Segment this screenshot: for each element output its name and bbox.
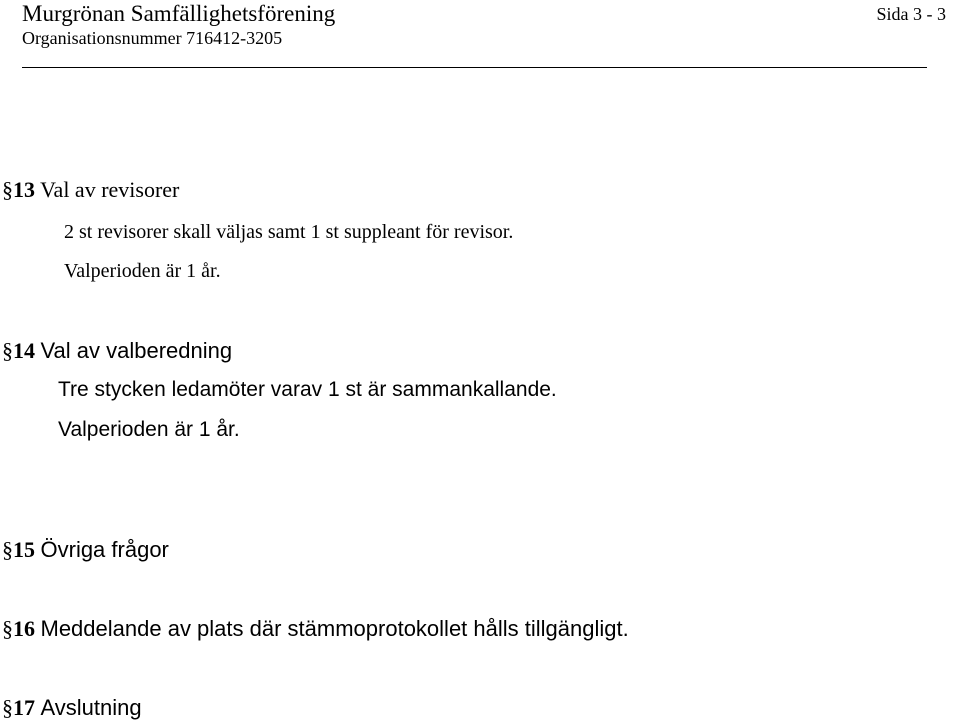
section-symbol: § xyxy=(2,537,13,562)
section-13-line-1: 2 st revisorer skall väljas samt 1 st suppleant för revisor. xyxy=(64,221,514,243)
section-number: 13 xyxy=(13,177,35,202)
section-13-line-2: Valperioden är 1 år. xyxy=(64,260,221,282)
section-14-line-1: Tre stycken ledamöter varav 1 st är sammankallande. xyxy=(58,378,557,401)
section-title: Val av revisorer xyxy=(40,177,180,202)
section-symbol: § xyxy=(2,177,13,202)
section-number: 16 xyxy=(13,616,35,641)
section-14-line-2: Valperioden är 1 år. xyxy=(58,418,240,441)
section-title: Meddelande av plats där stämmoprotokollet hålls tillgängligt. xyxy=(40,616,629,641)
section-16-heading xyxy=(2,616,629,642)
section-number: 14 xyxy=(13,338,35,363)
section-title: Val av valberedning xyxy=(40,338,233,363)
section-symbol: § xyxy=(2,695,13,720)
section-17-heading xyxy=(2,695,142,721)
section-13-heading xyxy=(2,177,179,203)
section-14-heading xyxy=(2,338,232,364)
section-title: Övriga frågor xyxy=(40,537,169,562)
header-divider xyxy=(22,67,927,68)
section-number: 17 xyxy=(13,695,35,720)
section-symbol: § xyxy=(2,338,13,363)
section-15-heading xyxy=(2,537,169,563)
section-title: Avslutning xyxy=(40,695,142,720)
organization-name: Murgrönan Samfällighetsförening xyxy=(22,1,336,26)
page-number: Sida 3 - 3 xyxy=(876,4,946,24)
section-symbol: § xyxy=(2,616,13,641)
section-number: 15 xyxy=(13,537,35,562)
organization-number: Organisationsnummer 716412-3205 xyxy=(22,28,283,48)
